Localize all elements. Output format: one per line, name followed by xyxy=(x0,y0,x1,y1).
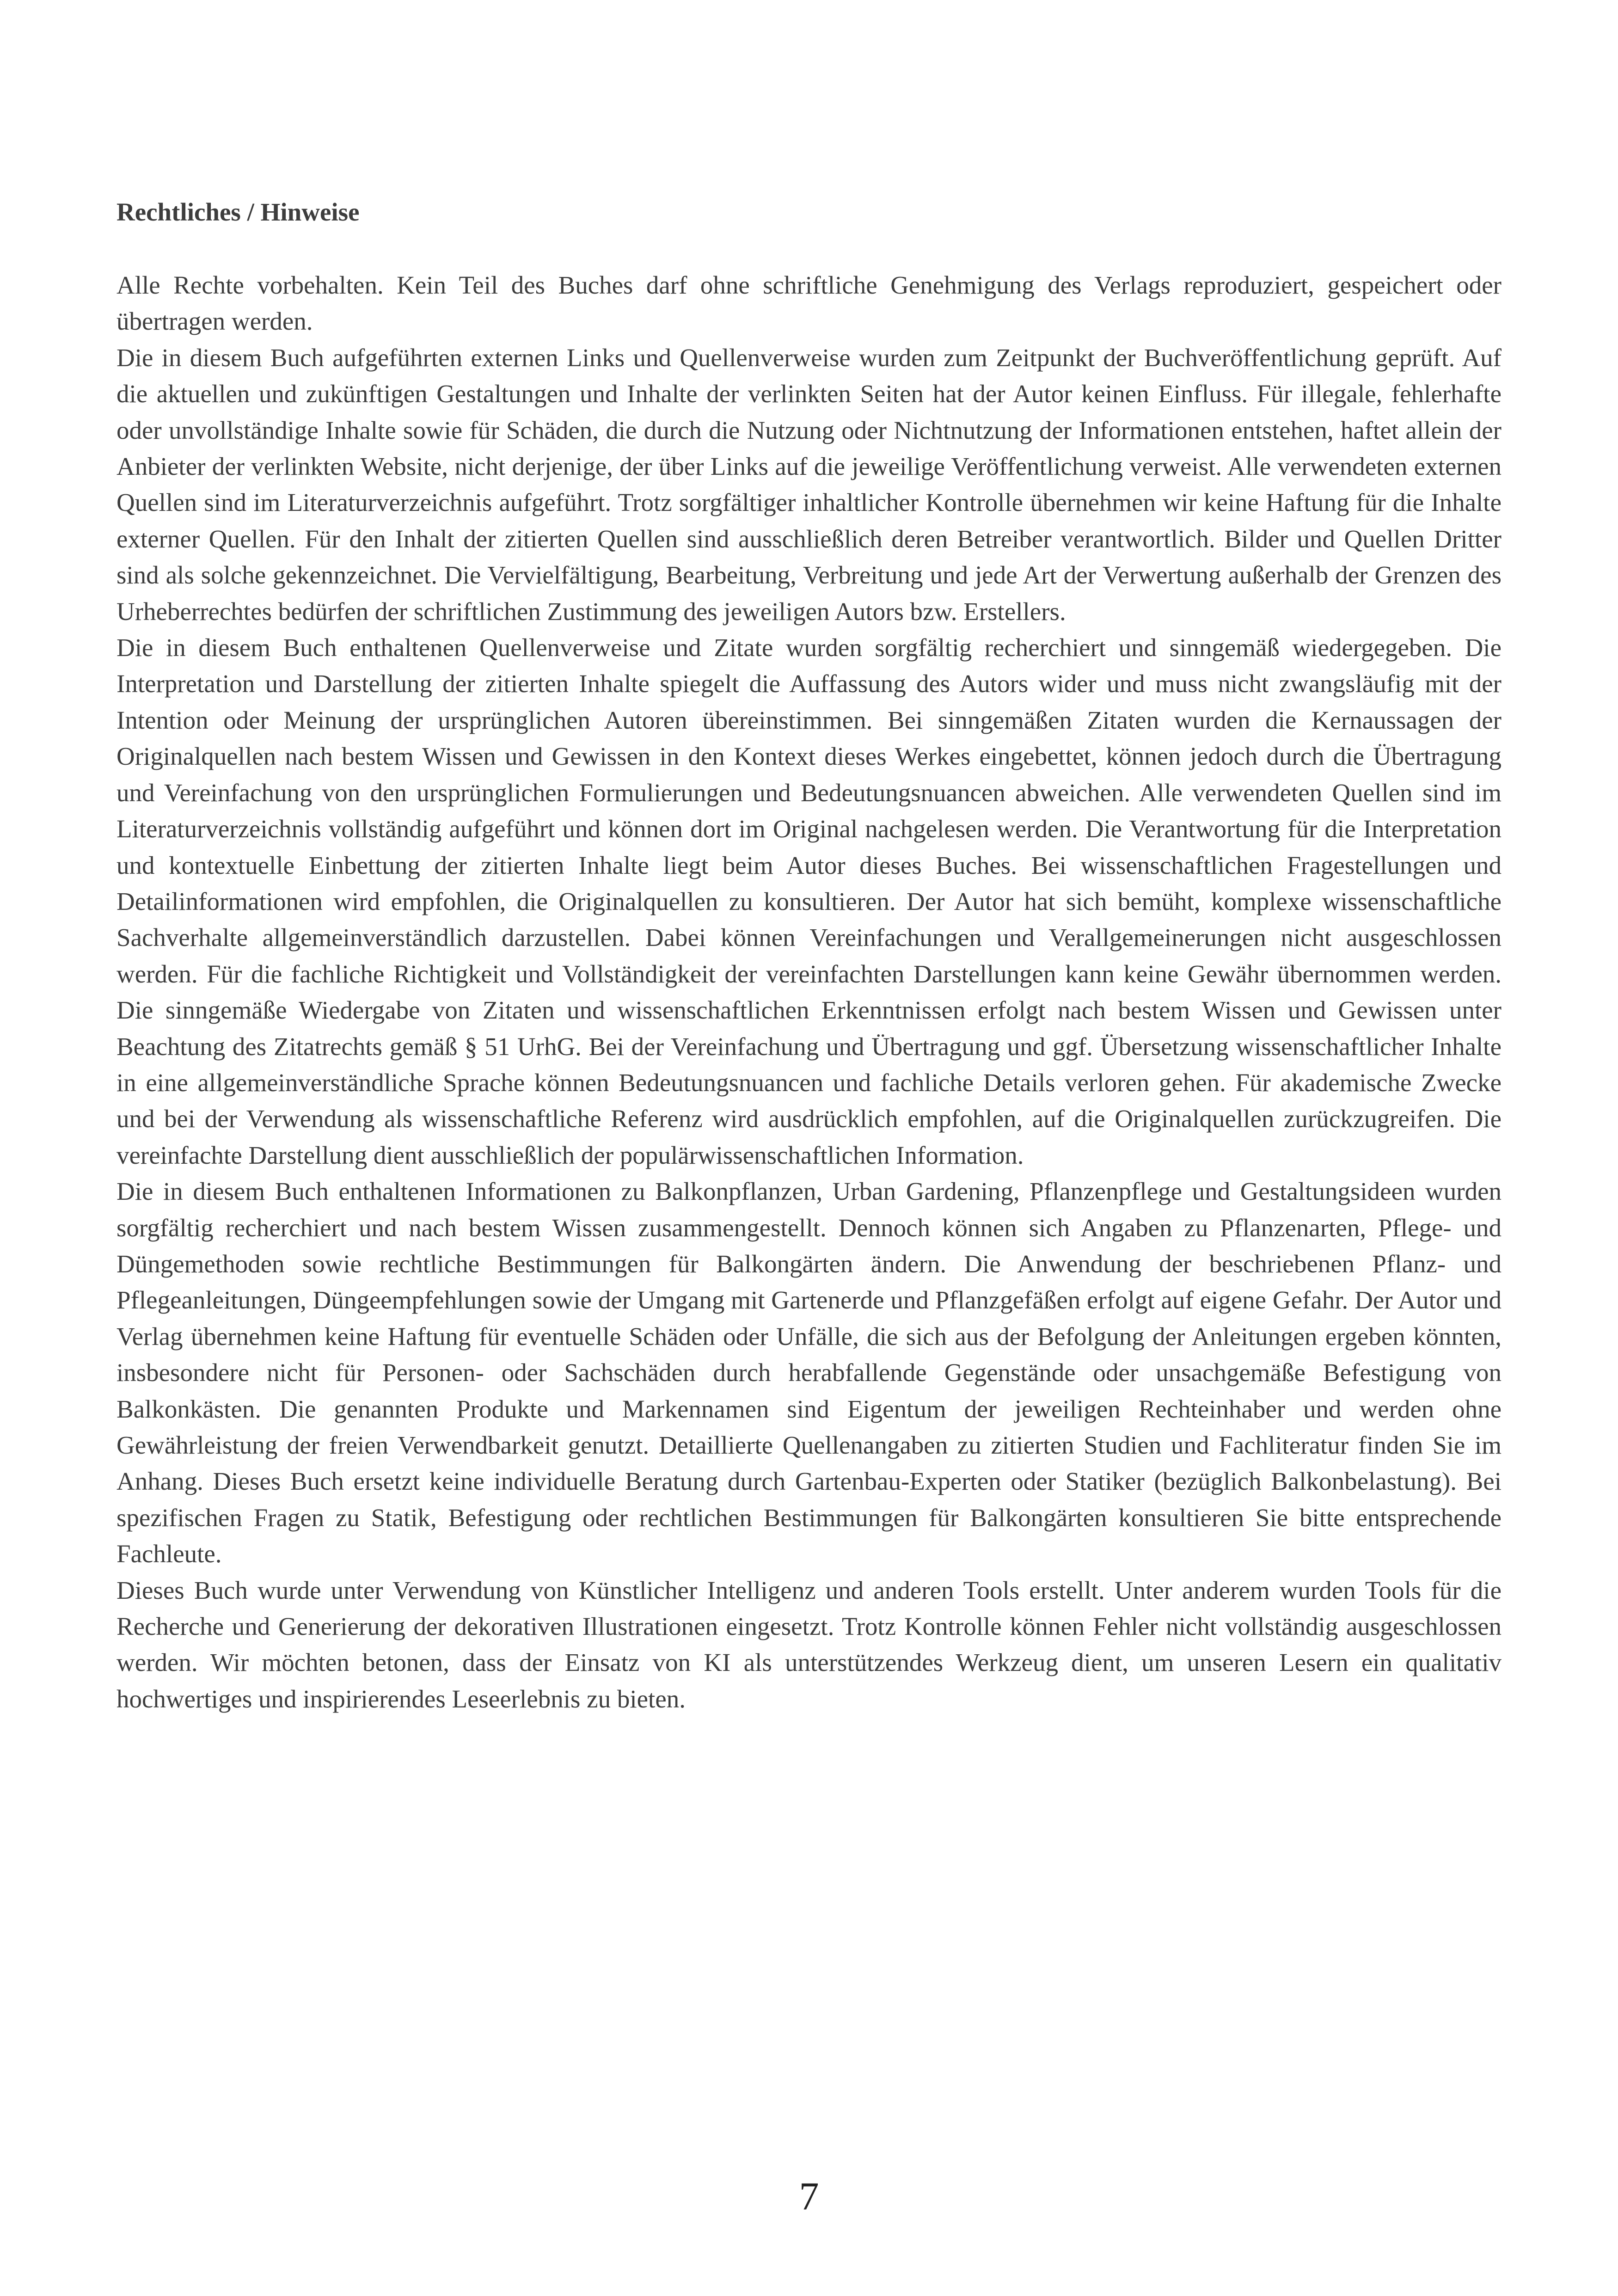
paragraph-citations: Die in diesem Buch enthaltenen Quellenverweise und Zitate wurden sorgfältig recherchiert und sinngemäß wiedergegeben. Die Interpretation und Darstellung der zitierten Inhalte spiegelt die Auffassung des Autors wider und muss nicht zwangsläufig mit der Intention oder Meinung der ursprünglichen Autoren übereinstimmen. Bei sinngemäßen Zitaten wurden die Kernaussagen der Originalquellen nach bestem Wissen und Gewissen in den Kontext dieses Werkes eingebettet, können jedoch durch die Übertragung und Vereinfachung von den ursprünglichen Formulierungen und Bedeutungsnuancen abweichen. Alle verwendeten Quellen sind im Literaturverzeichnis vollständig aufgeführt und können dort im Original nachgelesen werden. Die Verantwortung für die Interpretation und kontextuelle Einbettung der zitierten Inhalte liegt beim Autor dieses Buches. Bei wissenschaftlichen Fragestellungen und Detailinformationen wird empfohlen, die Originalquellen zu konsultieren. Der Autor hat sich bemüht, komplexe wissenschaftliche Sachverhalte allgemeinverständlich darzustellen. Dabei können Vereinfachungen und Verallgemeinerungen nicht ausgeschlossen werden. Für die fachliche Richtigkeit und Vollständigkeit der vereinfachten Darstellungen kann keine Gewähr übernommen werden. Die sinngemäße Wiedergabe von Zitaten und wissenschaftlichen Erkenntnissen erfolgt nach bestem Wissen und Gewissen unter Beachtung des Zitatrechts gemäß § 51 UrhG. Bei der Vereinfachung und Übertragung und ggf. Übersetzung wissenschaftlicher Inhalte in eine allgemeinverständliche Sprache können Bedeutungsnuancen und fachliche Details verloren gehen. Für akademische Zwecke und bei der Verwendung als wissenschaftliche Referenz wird ausdrücklich empfohlen, auf die Originalquellen zurückzugreifen. Die vereinfachte Darstellung dient ausschließlich der populärwissenschaftlichen Information. xyxy=(116,633,1502,1169)
page-number: 7 xyxy=(799,2174,819,2218)
section-heading: Rechtliches / Hinweise xyxy=(116,198,360,226)
page-content xyxy=(116,194,1502,1717)
paragraph-ai-notice: Dieses Buch wurde unter Verwendung von Künstlicher Intelligenz und anderen Tools erstellt. Unter anderem wurden Tools für die Recherche und Generierung der dekorativen Illustrationen eingesetzt. Trotz Kontrolle können Fehler nicht vollständig ausgeschlossen werden. Wir möchten betonen, dass der Einsatz von KI als unterstützendes Werkzeug dient, um unseren Lesern ein qualitativ hochwertiges und inspirierendes Leseerlebnis zu bieten. xyxy=(116,1576,1502,1713)
paragraph-copyright: Alle Rechte vorbehalten. Kein Teil des Buches darf ohne schriftliche Genehmigung des Verlags reproduziert, gespeichert oder übertragen werden. xyxy=(116,271,1502,336)
paragraph-gardening-disclaimer: Die in diesem Buch enthaltenen Informationen zu Balkonpflanzen, Urban Gardening, Pflanzenpflege und Gestaltungsideen wurden sorgfältig recherchiert und nach bestem Wissen zusammengestellt. Dennoch können sich Angaben zu Pflanzenarten, Pflege- und Düngemethoden sowie rechtliche Bestimmungen für Balkongärten ändern. Die Anwendung der beschriebenen Pflanz- und Pflegeanleitungen, Düngeempfehlungen sowie der Umgang mit Gartenerde und Pflanzgefäßen erfolgt auf eigene Gefahr. Der Autor und Verlag übernehmen keine Haftung für eventuelle Schäden oder Unfälle, die sich aus der Befolgung der Anleitungen ergeben könnten, insbesondere nicht für Personen- oder Sachschäden durch herabfallende Gegenstände oder unsachgemäße Befestigung von Balkonkästen. Die genannten Produkte und Markennamen sind Eigentum der jeweiligen Rechteinhaber und werden ohne Gewährleistung der freien Verwendbarkeit genutzt. Detaillierte Quellenangaben zu zitierten Studien und Fachliteratur finden Sie im Anhang. Dieses Buch ersetzt keine individuelle Beratung durch Gartenbau-Experten oder Statiker (bezüglich Balkonbelastung). Bei spezifischen Fragen zu Statik, Befestigung oder rechtlichen Bestimmungen für Balkongärten konsultieren Sie bitte entsprechende Fachleute. xyxy=(116,1177,1502,1568)
paragraph-external-links: Die in diesem Buch aufgeführten externen Links und Quellenverweise wurden zum Zeitpunkt der Buchveröffentlichung geprüft. Auf die aktuellen und zukünftigen Gestaltungen und Inhalte der verlinkten Seiten hat der Autor keinen Einfluss. Für illegale, fehlerhafte oder unvollständige Inhalte sowie für Schäden, die durch die Nutzung oder Nichtnutzung der Informationen entstehen, haftet allein der Anbieter der verlinkten Website, nicht derjenige, der über Links auf die jeweilige Veröffentlichung verweist. Alle verwendeten externen Quellen sind im Literaturverzeichnis aufgeführt. Trotz sorgfältiger inhaltlicher Kontrolle übernehmen wir keine Haftung für die Inhalte externer Quellen. Für den Inhalt der zitierten Quellen sind ausschließlich deren Betreiber verantwortlich. Bilder und Quellen Dritter sind als solche gekennzeichnet. Die Vervielfältigung, Bearbeitung, Verbreitung und jede Art der Verwertung außerhalb der Grenzen des Urheberrechtes bedürfen der schriftlichen Zustimmung des jeweiligen Autors bzw. Erstellers. xyxy=(116,343,1502,626)
